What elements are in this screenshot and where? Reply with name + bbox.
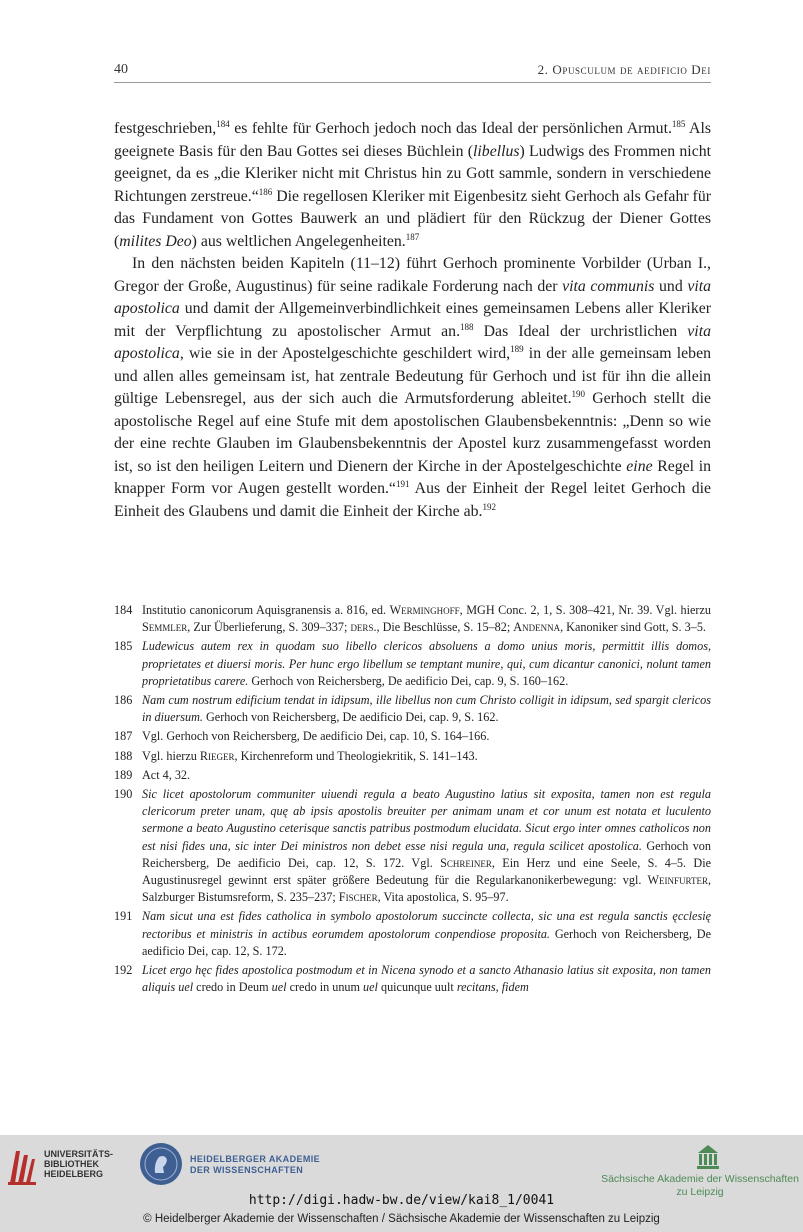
latin-quote: Nam cum nostrum edificium tendat in idipsum, ille libellus non cum Christo colligit in idipsum, sed spargit clericos in diuersum. [142, 693, 711, 725]
footnote-number: 188 [114, 748, 133, 763]
footnote-text [142, 638, 711, 690]
footnote-ref[interactable]: 185 [671, 119, 686, 129]
author-name: Werminghoff [389, 603, 460, 617]
footnote-ref[interactable]: 186 [258, 186, 273, 197]
footnote-text [142, 728, 711, 745]
text-run: Gerhoch von Reichersberg, De aedificio Dei, cap. 12, S. 172. [142, 926, 711, 958]
footnote-ref[interactable]: 191 [395, 479, 410, 489]
footnote-ref[interactable]: 189 [510, 344, 524, 354]
text-run: Act 4, 32. [142, 767, 191, 782]
viewer-footer [0, 1135, 803, 1232]
footnote-189 [114, 767, 711, 784]
footnote-ref[interactable]: 192 [482, 501, 496, 512]
text-run: , Vita apostolica, S. 95–97. [377, 890, 509, 905]
text-run: Regel in knapper Form vor Augen gestellt worden.“ [114, 457, 711, 497]
university-library-logo-icon[interactable] [8, 1147, 36, 1185]
footnote-number: 186 [114, 693, 133, 708]
author-name: ders. [350, 620, 377, 635]
footnote-187 [114, 728, 711, 745]
latin-quote: Nam sicut una est fides catholica in symbolo apostolorum succincte collecta, sic una est regula sanctis ęcclesię rectoribus et ministris in actibus eorumdem apostolorum conpendiose proposita. [142, 909, 711, 941]
footnote-188 [114, 748, 711, 765]
text-run: , Zur Überlieferung, S. 309–337; [187, 620, 351, 635]
text-run: Sächsische Akademie der Wissenschaften [601, 1173, 799, 1185]
footnote-ref[interactable]: 188 [460, 321, 474, 332]
footnotes [114, 602, 711, 998]
text-run: und damit der Allgemeinverbindlichkeit eines gemeinsamen Lebens aller Kleriker mit der Verpflichtung zu apostolischer Armut an. [114, 300, 711, 340]
latin-quote: uel [271, 980, 287, 995]
page-number: 40 [114, 62, 128, 77]
text-run: Als geeignete Basis für den Bau Gottes sei dieses Büchlein ( [114, 120, 711, 160]
footnote-number: 189 [114, 767, 133, 782]
footnote-number: 190 [114, 787, 133, 802]
footnote-192 [114, 962, 711, 996]
academy-seal-icon[interactable] [140, 1143, 182, 1185]
author-name: Fischer [338, 890, 378, 905]
latin-quote: Sic licet apostolorum communiter uiuendi regula a beato Augustino latius sit exposita, tamen non est regula clericorum preter unam, quę ab ipsis apostolis breuiter per animam unam et cor unum est notata et luculento sermone a beato Augustino ceterisque sanctis patribus postmodum elucidata. Sicut ergo inter omnes catholicos non est nisi fides una, sic inter Dei ministros non debet esse nisi regula una, regula scilicet apostolica. [142, 787, 711, 853]
text-run: DER WISSENSCHAFTEN [190, 1165, 304, 1175]
footnote-text [142, 748, 711, 765]
footnote-number: 185 [114, 639, 133, 654]
text-run: In den nächsten beiden Kapiteln (11–12) führt Gerhoch prominente Vorbilder (Urban I., Gregor der Große, Augustinus) für seine radikale Forderung nach der [114, 255, 711, 295]
author-name: Rieger [199, 748, 235, 763]
text-run: HEIDELBERG [44, 1169, 104, 1179]
academy-name [190, 1154, 320, 1176]
text-run: , Salzburger Bistumsreform, S. 235–237; [142, 873, 711, 905]
copyright-notice: © Heidelberger Akademie der Wissenschaften / Sächsische Akademie der Wissenschaften zu Leipzig [143, 1213, 660, 1225]
footnote-text [142, 602, 711, 636]
italic-term: eine [626, 457, 653, 475]
footnote-185 [114, 638, 711, 690]
author-name: Semmler [142, 620, 188, 635]
latin-quote: uel [363, 980, 378, 995]
text-run: es fehlte für Gerhoch jedoch noch das Ideal der persönlichen Armut. [229, 120, 672, 137]
latin-quote: Licet ergo hęc fides apostolica postmodum et in Nicena synodo et a sancto Athanasio latius sit exposita, non tamen aliquis uel [142, 963, 711, 995]
italic-term: vita apostolica [114, 277, 712, 317]
text-run: Gerhoch von Reichersberg, De aedificio Dei, cap. 12, S. 172. Vgl. [142, 838, 711, 870]
text-run: Gerhoch von Reichersberg, De aedificio Dei, cap. 9, S. 162. [202, 710, 499, 725]
text-run: in der alle gemeinsam leben und allen alles gemeinsam ist, hat zentrale Bedeutung für Gerhoch und ist für ihn die allein gültige Lebensregel, aus der sich auch die Armutsforderung ableitet. [114, 345, 711, 407]
footnote-number: 191 [114, 909, 133, 924]
text-run: festgeschrieben, [114, 120, 217, 137]
footnote-text [142, 692, 711, 726]
footnote-text [142, 908, 711, 960]
text-run: Gerhoch stellt die apostolische Regel auf eine Stufe mit dem apostolischen Glaubensbekenntnis: „Denn so wie der eine rechte Glauben im Glaubensbekenntnis der Apostel kurz zusammengefasst worden ist, so ist den heiligen Leitern und Dienern der Kirche in der Apostelgeschichte [114, 390, 712, 475]
text-run: HEIDELBERGER AKADEMIE [190, 1154, 321, 1164]
text-run: und [654, 277, 688, 295]
text-run: quicunque uult [377, 980, 457, 995]
text-run: Gerhoch von Reichersberg, De aedificio Dei, cap. 9, S. 160–162. [248, 673, 569, 688]
university-library-name [44, 1149, 113, 1179]
text-run: , MGH Conc. 2, 1, S. 308–421, Nr. 39. Vgl. hierzu [459, 603, 711, 617]
footnote-text [142, 786, 711, 906]
text-run: , Ein Herz und eine Seele, S. 4–5. Die Augustinusregel gewinnt erst später größere Bedeutung für die Regularkanonikerbewegung: vgl. [142, 855, 712, 888]
author-name: Schreiner [440, 855, 492, 870]
text-run: , wie sie in der Apostelgeschichte geschildert wird, [179, 345, 511, 362]
footnote-191 [114, 908, 711, 960]
text-run: Vgl. Gerhoch von Reichersberg, De aedificio Dei, cap. 10, S. 164–166. [142, 729, 490, 744]
main-text [114, 118, 711, 523]
author-name: Andenna [513, 620, 561, 635]
latin-quote: recitans, fidem [456, 980, 529, 995]
latin-quote: Ludewicus autem rex in quodam suo libello clericos absoluens a domo unius moris, permittit illis domos, proprietates et diuersi moris. Per hunc ergo libellum se temptant munire, qui, cum dicantur canonici, nolunt tamen proprietatibus carere. [142, 639, 711, 688]
italic-term: vita apostolica [114, 322, 711, 362]
text-run: ) Ludwigs des Frommen nicht geeignet, da es „die Kleriker nicht mit Christus hin zu Gott sammle, sondern in verschiedene Richtungen zerstreue.“ [114, 142, 711, 205]
footnote-ref[interactable]: 190 [571, 389, 586, 399]
author-name: Weinfurter [647, 873, 708, 888]
header-rule [114, 82, 711, 83]
text-run: Vgl. hierzu [142, 748, 200, 763]
footnote-text [142, 962, 711, 996]
text-run: credo in unum [286, 980, 364, 995]
italic-term: milites Deo [119, 232, 192, 250]
italic-term: vita communis [562, 277, 655, 295]
footnote-number: 184 [114, 603, 133, 617]
text-run: zu Leipzig [676, 1186, 724, 1198]
text-run: credo in Deum [193, 980, 272, 995]
text-run: , Kirchenreform und Theologiekritik, S. 141–143. [234, 748, 478, 763]
text-run: BIBLIOTHEK [44, 1159, 99, 1169]
text-run: ) aus weltlichen Angelegenheiten. [191, 232, 406, 250]
footnote-number: 187 [114, 729, 133, 744]
footnote-186 [114, 692, 711, 726]
text-run: Institutio canonicorum Aquisgranensis a. 816, ed. [142, 603, 390, 617]
text-run: Die regellosen Kleriker mit Eigenbesitz sieht Gerhoch als Gefahr für das Fundament von Gottes Bauwerk an und plädiert für den Rückzug der Diener Gottes ( [114, 187, 711, 250]
paragraph-2 [114, 253, 711, 523]
italic-term: libellus [473, 142, 520, 160]
saxon-academy-building-icon[interactable] [696, 1143, 720, 1169]
footnote-ref[interactable]: 184 [216, 119, 230, 129]
text-run: , Die Beschlüsse, S. 15–82; [376, 620, 514, 635]
text-run: , Kanoniker sind Gott, S. 3–5. [560, 620, 706, 635]
running-title: 2. Opusculum de aedificio Dei [537, 62, 711, 77]
permalink[interactable]: http://digi.hadw-bw.de/view/kai8_1/0041 [248, 1193, 555, 1208]
footnote-number: 192 [114, 963, 133, 978]
text-run: Das Ideal der urchristlichen [473, 322, 688, 340]
footnote-190 [114, 786, 711, 906]
paragraph-1 [114, 118, 711, 253]
footnote-text [142, 767, 711, 784]
text-run: Aus der Einheit der Regel leitet Gerhoch die Einheit des Glaubens und damit die Einheit der Kirche ab. [114, 480, 711, 520]
footnote-ref[interactable]: 187 [405, 231, 420, 242]
text-run: UNIVERSITÄTS- [44, 1149, 114, 1159]
footnote-184 [114, 602, 711, 636]
